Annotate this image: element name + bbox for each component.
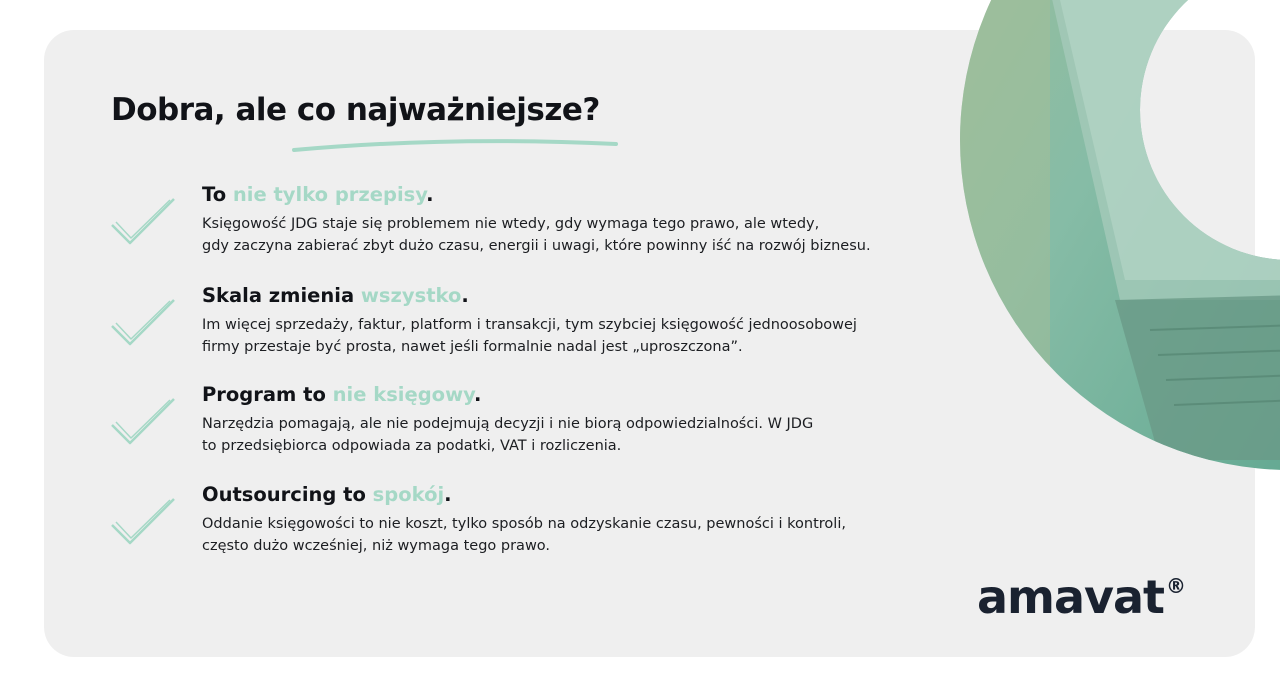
- item-heading-accent: nie księgowy: [332, 383, 475, 406]
- title-underline: [290, 134, 620, 158]
- item-heading: To nie tylko przepisy.: [202, 183, 434, 206]
- item-heading: Program to nie księgowy.: [202, 383, 482, 406]
- item-description: Księgowość JDG staje się problemem nie wtedy, gdy wymaga tego prawo, ale wtedy, gdy zaczyna zabierać zbyt dużo czasu, energii i uwagi, które powinny iść na rozwój biznesu.: [202, 216, 871, 254]
- check-icon: [110, 395, 178, 447]
- item-heading-accent: wszystko: [360, 284, 462, 307]
- check-icon: [110, 495, 178, 547]
- check-icon: [110, 296, 178, 348]
- page-title: Dobra, ale co najważniejsze?: [111, 92, 600, 128]
- check-icon: [110, 195, 178, 247]
- item-description: Narzędzia pomagają, ale nie podejmują decyzji i nie biorą odpowiedzialności. W JDG to przedsiębiorca odpowiada za podatki, VAT i rozliczenia.: [202, 416, 814, 454]
- item-description: Im więcej sprzedaży, faktur, platform i transakcji, tym szybciej księgowość jednoosobowej firmy przestaje być prosta, nawet jeśli formalnie nadal jest „uproszczona”.: [202, 317, 857, 355]
- item-heading: Skala zmienia wszystko.: [202, 284, 469, 307]
- item-heading-accent: nie tylko przepisy: [232, 183, 427, 206]
- item-description: Oddanie księgowości to nie koszt, tylko sposób na odzyskanie czasu, pewności i kontroli, często dużo wcześniej, niż wymaga tego prawo.: [202, 516, 846, 554]
- registered-mark: ®: [1166, 574, 1186, 598]
- item-heading-accent: spokój: [372, 483, 445, 506]
- brand-logo: amavat ®: [977, 570, 1186, 624]
- item-heading: Outsourcing to spokój.: [202, 483, 452, 506]
